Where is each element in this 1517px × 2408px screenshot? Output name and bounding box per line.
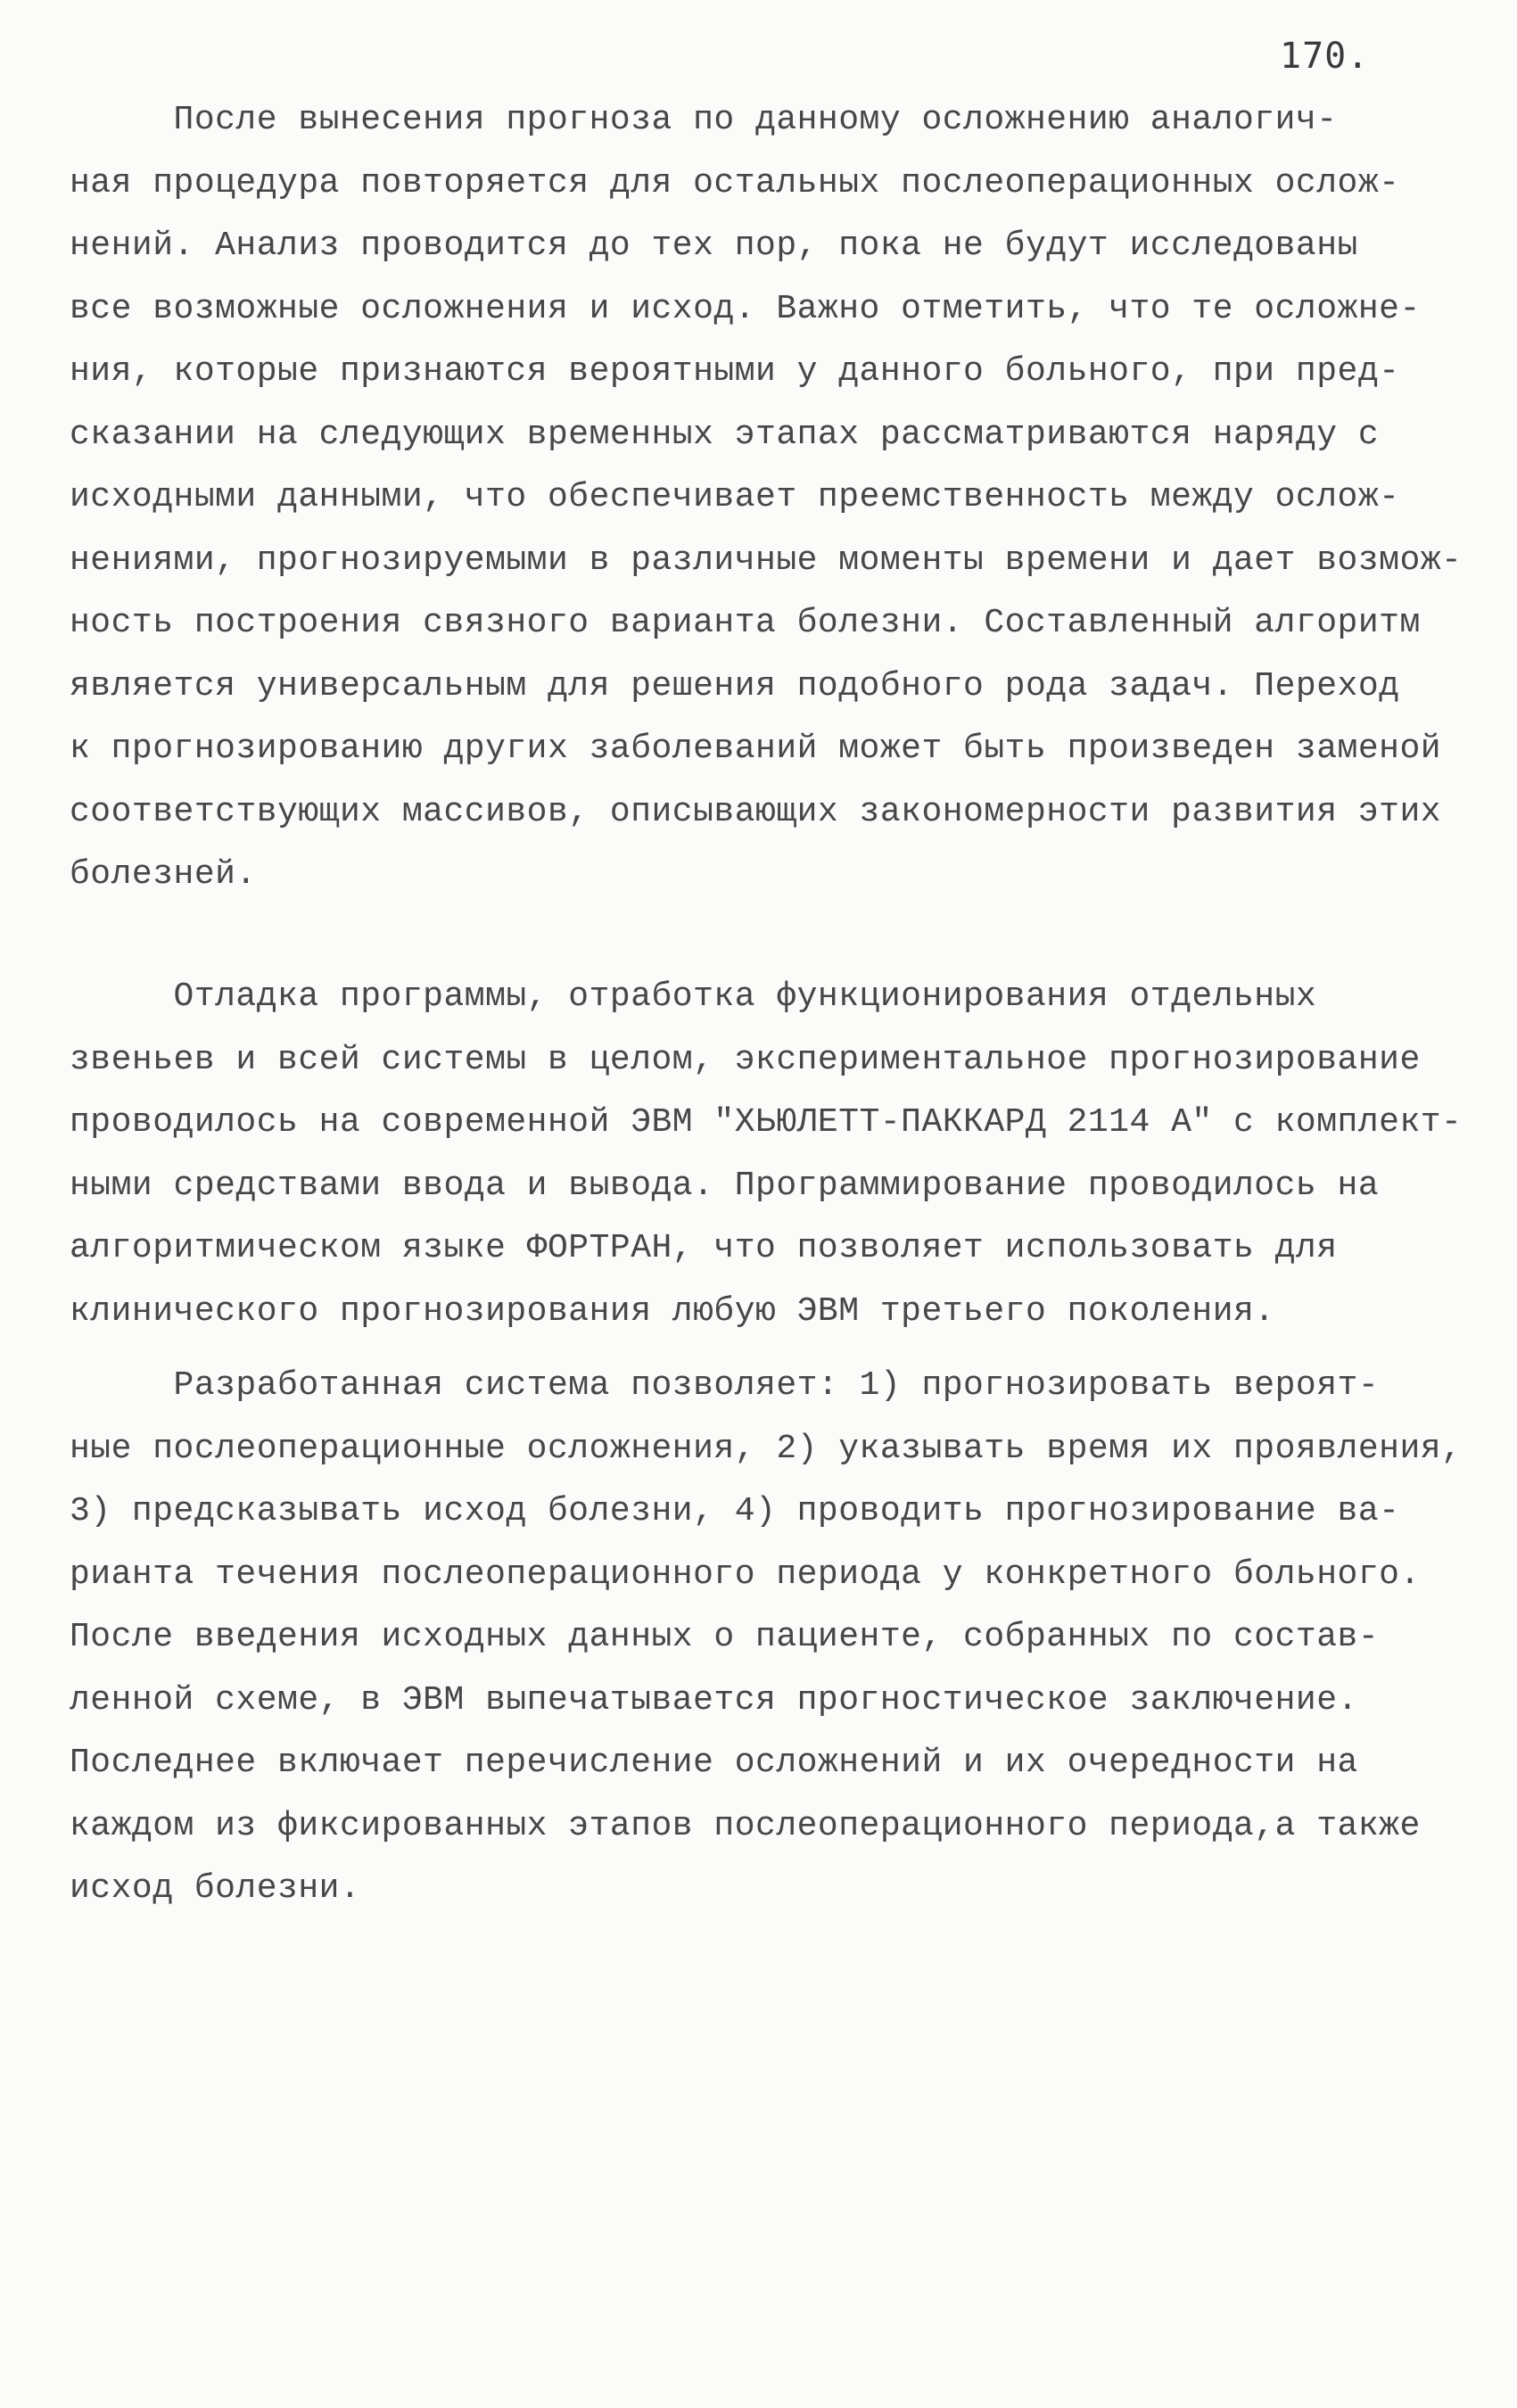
text-line: нений. Анализ проводится до тех пор, пока не будут исследованы: [70, 227, 1358, 265]
text-line: каждом из фиксированных этапов послеоперационного периода,а также: [70, 1806, 1421, 1845]
text-line: является универсальным для решения подобного рода задач. Переход: [70, 666, 1400, 705]
text-line: ная процедура повторяется для остальных послеоперационных ослож-: [70, 163, 1400, 202]
text-line: ные послеоперационные осложнения, 2) указывать время их проявления,: [70, 1429, 1463, 1468]
text-line: болезней.: [70, 855, 257, 894]
text-line: ность построения связного варианта болезни. Составленный алгоритм: [70, 604, 1421, 642]
text-line: Последнее включает перечисление осложнений и их очередности на: [70, 1744, 1358, 1782]
text-line: к прогнозированию других заболеваний может быть произведен заменой: [70, 730, 1442, 768]
text-line: соответствующих массивов, описывающих закономерности развития этих: [70, 792, 1442, 831]
text-line: Отладка программы, отработка функционирования отдельных: [70, 977, 1317, 1016]
text-line: алгоритмическом языке ФОРТРАН, что позволяет использовать для: [70, 1229, 1338, 1267]
page-number: 170.: [1280, 36, 1370, 77]
text-line: исходными данными, что обеспечивает преемственность между ослож-: [70, 478, 1400, 516]
text-line: проводилось на современной ЭВМ "ХЬЮЛЕТТ-ПАККАРД 2114 А" с комплект-: [70, 1103, 1463, 1142]
text-line: звеньев и всей системы в целом, экспериментальное прогнозирование: [70, 1040, 1421, 1079]
text-line: ленной схеме, в ЭВМ выпечатывается прогностическое заключение.: [70, 1680, 1358, 1719]
text-line: После введения исходных данных о пациенте, собранных по состав-: [70, 1618, 1380, 1656]
text-line: сказании на следующих временных этапах рассматриваются наряду с: [70, 415, 1380, 454]
text-line: ными средствами ввода и вывода. Программирование проводилось на: [70, 1166, 1380, 1205]
text-line: После вынесения прогноза по данному осложнению аналогич-: [70, 101, 1338, 139]
text-line: нениями, прогнозируемыми в различные моменты времени и дает возмож-: [70, 540, 1463, 580]
text-line: рианта течения послеоперационного периода у конкретного больного.: [70, 1554, 1421, 1594]
paragraph-2: [70, 966, 1463, 1343]
text-line: 3) предсказывать исход болезни, 4) проводить прогнозирование ва-: [70, 1492, 1400, 1530]
text-line: исход болезни.: [70, 1869, 361, 1908]
paragraph-1: [70, 89, 1463, 907]
text-line: клинического прогнозирования любую ЭВМ третьего поколения.: [70, 1291, 1275, 1331]
text-line: ния, которые признаются вероятными у данного больного, при пред-: [70, 352, 1400, 391]
text-line: Разработанная система позволяет: 1) прогнозировать вероят-: [70, 1366, 1380, 1405]
paragraph-3: [70, 1355, 1463, 1921]
text-line: все возможные осложнения и исход. Важно отметить, что те осложне-: [70, 289, 1421, 328]
